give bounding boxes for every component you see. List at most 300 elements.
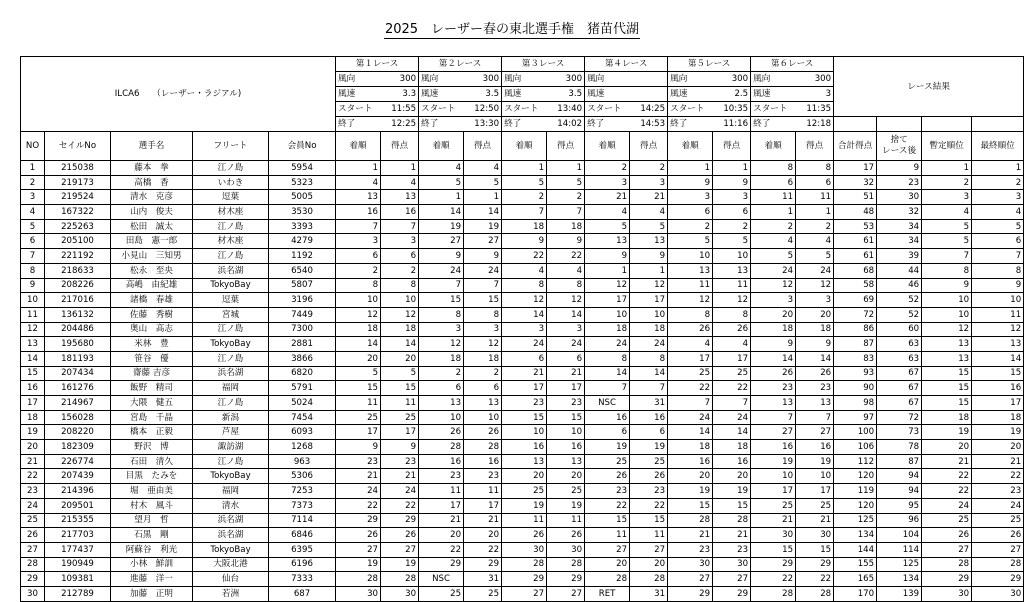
row-net: 67 (877, 381, 922, 396)
row-name: 奥山 高志 (111, 322, 193, 337)
row-finish: 14 (336, 337, 381, 352)
row-no: 5 (21, 219, 45, 234)
row-no: 2 (21, 175, 45, 190)
condition-label: スタート (336, 102, 381, 117)
row-points: 14 (547, 307, 585, 322)
row-total: 86 (834, 322, 877, 337)
condition-value: 11:16 (713, 117, 751, 132)
row-provisional: 4 (922, 205, 972, 220)
row-finish: 8 (336, 278, 381, 293)
row-sail-no: 190949 (45, 557, 111, 572)
row-points: 10 (547, 425, 585, 440)
row-member-no: 6093 (269, 425, 336, 440)
condition-label: スタート (751, 102, 796, 117)
row-provisional: 10 (922, 293, 972, 308)
row-sail-no: 182309 (45, 440, 111, 455)
row-points: 25 (630, 454, 668, 469)
row-member-no: 7333 (269, 572, 336, 587)
row-points: 12 (464, 337, 502, 352)
row-finish: 26 (419, 425, 464, 440)
row-name: 野沢 博 (111, 440, 193, 455)
row-no: 27 (21, 542, 45, 557)
row-finish: 30 (336, 586, 381, 601)
row-finish: 3 (585, 175, 630, 190)
results-table-body (21, 57, 1024, 602)
row-points: 27 (547, 586, 585, 601)
row-points: 13 (796, 396, 834, 411)
row-points: 2 (796, 219, 834, 234)
row-points: 24 (381, 484, 419, 499)
row-provisional: 20 (922, 440, 972, 455)
table-row (21, 440, 1024, 455)
row-finish: 7 (336, 219, 381, 234)
row-finish: 13 (668, 263, 713, 278)
row-sail-no: 221192 (45, 249, 111, 264)
row-points: 13 (547, 454, 585, 469)
row-net: 52 (877, 293, 922, 308)
row-member-no: 7449 (269, 307, 336, 322)
row-finish: 19 (668, 484, 713, 499)
row-finish: 16 (502, 440, 547, 455)
row-points: 10 (713, 249, 751, 264)
row-sail-no: 218633 (45, 263, 111, 278)
row-no: 7 (21, 249, 45, 264)
race-name: 第６レース (751, 57, 834, 72)
row-finish: 25 (585, 454, 630, 469)
row-total: 83 (834, 351, 877, 366)
condition-value: 13:40 (547, 102, 585, 117)
row-finish: 1 (751, 205, 796, 220)
row-finish: 28 (419, 440, 464, 455)
row-no: 17 (21, 396, 45, 411)
row-fleet: いわき (193, 175, 269, 190)
row-finish: 20 (668, 469, 713, 484)
condition-value: 300 (547, 72, 585, 87)
row-points: 12 (713, 293, 751, 308)
row-member-no: 5024 (269, 396, 336, 411)
condition-value: 3.3 (381, 87, 419, 102)
row-finish: 7 (751, 410, 796, 425)
table-row (21, 175, 1024, 190)
row-points: 11 (796, 190, 834, 205)
row-final: 28 (972, 557, 1024, 572)
row-finish: 17 (336, 425, 381, 440)
condition-label: スタート (668, 102, 713, 117)
row-finish: 23 (751, 381, 796, 396)
table-row (21, 396, 1024, 411)
row-finish: 22 (585, 498, 630, 513)
row-total: 32 (834, 175, 877, 190)
row-sail-no: 195680 (45, 337, 111, 352)
row-no: 11 (21, 307, 45, 322)
row-points: 12 (796, 278, 834, 293)
row-finish: 14 (585, 366, 630, 381)
row-total: 53 (834, 219, 877, 234)
row-finish: 18 (668, 440, 713, 455)
row-total: 98 (834, 396, 877, 411)
row-fleet: 宮城 (193, 307, 269, 322)
row-points: 19 (464, 219, 502, 234)
row-finish: 2 (668, 219, 713, 234)
row-total: 155 (834, 557, 877, 572)
row-final: 16 (972, 381, 1024, 396)
row-sail-no: 219173 (45, 175, 111, 190)
row-points: 15 (630, 513, 668, 528)
row-net: 96 (877, 513, 922, 528)
row-finish: 15 (419, 293, 464, 308)
row-points: 27 (713, 572, 751, 587)
row-sail-no: 205100 (45, 234, 111, 249)
row-points: 15 (796, 542, 834, 557)
row-finish: 9 (585, 249, 630, 264)
row-points: 13 (630, 234, 668, 249)
row-finish: 19 (751, 454, 796, 469)
row-no: 10 (21, 293, 45, 308)
row-points: 24 (464, 263, 502, 278)
column-header-row (21, 132, 1024, 161)
row-finish: 25 (419, 586, 464, 601)
row-finish: 15 (502, 410, 547, 425)
row-points: 1 (713, 161, 751, 176)
row-no: 28 (21, 557, 45, 572)
row-points: 8 (464, 307, 502, 322)
row-points: 9 (630, 249, 668, 264)
row-total: 165 (834, 572, 877, 587)
row-finish: 14 (668, 425, 713, 440)
table-row (21, 557, 1024, 572)
row-finish: 25 (751, 498, 796, 513)
row-provisional: 28 (922, 557, 972, 572)
row-member-no: 7114 (269, 513, 336, 528)
row-total: 120 (834, 469, 877, 484)
row-sail-no: 217016 (45, 293, 111, 308)
col-finish: 着順 (336, 132, 381, 161)
row-sail-no: 181193 (45, 351, 111, 366)
row-finish: 26 (668, 322, 713, 337)
row-points: 16 (464, 454, 502, 469)
row-name: 小林 鮮訓 (111, 557, 193, 572)
row-points: 20 (630, 557, 668, 572)
row-sail-no: 161276 (45, 381, 111, 396)
table-row (21, 528, 1024, 543)
row-points: 16 (547, 440, 585, 455)
row-finish: 1 (502, 161, 547, 176)
condition-label: 風速 (668, 87, 713, 102)
row-name: 宮島 千晶 (111, 410, 193, 425)
row-final: 9 (972, 278, 1024, 293)
row-finish: 20 (419, 528, 464, 543)
row-finish: 4 (336, 175, 381, 190)
row-points: 21 (713, 528, 751, 543)
row-finish: 23 (585, 484, 630, 499)
row-points: 11 (713, 278, 751, 293)
row-total: 134 (834, 528, 877, 543)
row-finish: 20 (585, 557, 630, 572)
col-finish: 着順 (585, 132, 630, 161)
row-points: 21 (464, 513, 502, 528)
row-provisional: 1 (922, 161, 972, 176)
row-points: 20 (381, 351, 419, 366)
condition-value: 10:35 (713, 102, 751, 117)
row-finish: 16 (336, 205, 381, 220)
row-points: 15 (464, 293, 502, 308)
row-sail-no: 214967 (45, 396, 111, 411)
table-row (21, 484, 1024, 499)
row-fleet: TokyoBay (193, 469, 269, 484)
row-points: 2 (381, 263, 419, 278)
row-member-no: 5807 (269, 278, 336, 293)
row-net: 125 (877, 557, 922, 572)
row-finish: 5 (751, 249, 796, 264)
row-points: 27 (381, 542, 419, 557)
row-points: 26 (630, 469, 668, 484)
condition-value: 300 (381, 72, 419, 87)
row-points: 7 (796, 410, 834, 425)
row-sail-no: 136132 (45, 307, 111, 322)
row-member-no: 6395 (269, 542, 336, 557)
row-finish: 17 (668, 351, 713, 366)
row-points: 4 (464, 161, 502, 176)
row-finish: 28 (751, 586, 796, 601)
table-row (21, 322, 1024, 337)
row-points: 7 (713, 396, 751, 411)
row-sail-no: 215355 (45, 513, 111, 528)
row-name: 堀 亜由美 (111, 484, 193, 499)
row-finish: 12 (585, 278, 630, 293)
row-points: 31 (464, 572, 502, 587)
row-points: 1 (547, 161, 585, 176)
row-finish: 10 (751, 469, 796, 484)
row-points: 8 (796, 161, 834, 176)
row-points: 2 (713, 219, 751, 234)
row-finish: 22 (336, 498, 381, 513)
row-net: 60 (877, 322, 922, 337)
row-finish: 13 (336, 190, 381, 205)
table-row (21, 249, 1024, 264)
row-points: 6 (381, 249, 419, 264)
row-points: 2 (464, 366, 502, 381)
row-provisional: 22 (922, 484, 972, 499)
row-finish: 9 (751, 337, 796, 352)
condition-value: 11:55 (381, 102, 419, 117)
row-fleet: 福岡 (193, 381, 269, 396)
row-points: 21 (630, 190, 668, 205)
row-points: 23 (547, 396, 585, 411)
row-points: 1 (796, 205, 834, 220)
row-fleet: 仙台 (193, 572, 269, 587)
race-name: 第１レース (336, 57, 419, 72)
condition-value: 14:53 (630, 117, 668, 132)
table-row (21, 586, 1024, 601)
row-fleet: 芦屋 (193, 425, 269, 440)
row-provisional: 26 (922, 528, 972, 543)
row-points: 29 (547, 572, 585, 587)
row-finish: 10 (419, 410, 464, 425)
condition-label: 風速 (502, 87, 547, 102)
row-points: 5 (713, 234, 751, 249)
row-points: 10 (464, 410, 502, 425)
row-finish: 29 (502, 572, 547, 587)
row-no: 15 (21, 366, 45, 381)
row-name: 齋藤 吉彦 (111, 366, 193, 381)
row-fleet: 江ノ島 (193, 454, 269, 469)
row-name: 諸橋 春雄 (111, 293, 193, 308)
row-sail-no: 212789 (45, 586, 111, 601)
row-member-no: 3196 (269, 293, 336, 308)
row-points: 15 (713, 498, 751, 513)
row-finish: 22 (668, 381, 713, 396)
row-points: 25 (464, 586, 502, 601)
row-net: 63 (877, 351, 922, 366)
condition-label: 風向 (336, 72, 381, 87)
col-points: 得点 (381, 132, 419, 161)
row-net: 94 (877, 484, 922, 499)
row-finish: 24 (668, 410, 713, 425)
row-points: 8 (381, 278, 419, 293)
row-member-no: 7253 (269, 484, 336, 499)
row-fleet: 浜名湖 (193, 528, 269, 543)
row-finish: 6 (751, 175, 796, 190)
row-points: 25 (713, 366, 751, 381)
row-final: 30 (972, 586, 1024, 601)
row-net: 9 (877, 161, 922, 176)
row-fleet: 江ノ島 (193, 161, 269, 176)
row-member-no: 4279 (269, 234, 336, 249)
row-fleet: 浜名湖 (193, 366, 269, 381)
row-provisional: 9 (922, 278, 972, 293)
row-final: 10 (972, 293, 1024, 308)
row-points: 28 (630, 572, 668, 587)
row-total: 72 (834, 307, 877, 322)
row-no: 24 (21, 498, 45, 513)
row-finish: 5 (336, 366, 381, 381)
table-row (21, 351, 1024, 366)
row-name: 加藤 正明 (111, 586, 193, 601)
row-finish: 29 (336, 513, 381, 528)
row-finish: 8 (419, 307, 464, 322)
row-points: 23 (464, 469, 502, 484)
row-finish: 30 (668, 557, 713, 572)
row-finish: 4 (502, 263, 547, 278)
row-finish: 29 (419, 557, 464, 572)
row-finish: NSC (585, 396, 630, 411)
row-member-no: 6196 (269, 557, 336, 572)
row-points: 8 (713, 307, 751, 322)
row-finish: 5 (419, 175, 464, 190)
row-points: 19 (796, 454, 834, 469)
row-finish: 21 (585, 190, 630, 205)
row-points: 29 (796, 557, 834, 572)
row-points: 25 (381, 410, 419, 425)
row-points: 30 (381, 586, 419, 601)
row-final: 25 (972, 513, 1024, 528)
results-table (20, 56, 1024, 602)
row-finish: 7 (668, 396, 713, 411)
row-total: 97 (834, 410, 877, 425)
row-finish: 13 (751, 396, 796, 411)
row-sail-no: 207439 (45, 469, 111, 484)
row-provisional: 3 (922, 190, 972, 205)
row-name: 高橋 香 (111, 175, 193, 190)
col-fleet: フリート (193, 132, 269, 161)
row-finish: 19 (336, 557, 381, 572)
row-member-no: 5954 (269, 161, 336, 176)
row-total: 125 (834, 513, 877, 528)
row-net: 63 (877, 337, 922, 352)
row-finish: 8 (751, 161, 796, 176)
row-finish: 12 (419, 337, 464, 352)
row-finish: 11 (751, 190, 796, 205)
row-net: 30 (877, 190, 922, 205)
row-points: 14 (464, 205, 502, 220)
row-fleet: 清水 (193, 498, 269, 513)
row-total: 90 (834, 381, 877, 396)
condition-value (630, 87, 668, 102)
row-finish: 27 (585, 542, 630, 557)
row-no: 6 (21, 234, 45, 249)
row-final: 3 (972, 190, 1024, 205)
row-points: 19 (630, 440, 668, 455)
row-points: 29 (381, 513, 419, 528)
row-finish: 26 (336, 528, 381, 543)
row-total: 144 (834, 542, 877, 557)
table-row (21, 542, 1024, 557)
row-finish: 15 (751, 542, 796, 557)
row-finish: 16 (751, 440, 796, 455)
row-points: 6 (464, 381, 502, 396)
row-net: 94 (877, 469, 922, 484)
row-net: 46 (877, 278, 922, 293)
row-member-no: 3393 (269, 219, 336, 234)
class-label: ILCA6 （レーザー・ラジアル) (21, 57, 336, 132)
condition-label: 風向 (668, 72, 713, 87)
condition-label: 終了 (585, 117, 630, 132)
row-points: 16 (713, 454, 751, 469)
row-finish: 9 (502, 234, 547, 249)
row-points: 18 (713, 440, 751, 455)
row-points: 17 (630, 293, 668, 308)
row-name: 目黒 たみを (111, 469, 193, 484)
row-final: 15 (972, 366, 1024, 381)
row-points: 18 (630, 322, 668, 337)
row-final: 24 (972, 498, 1024, 513)
col-finish: 着順 (751, 132, 796, 161)
row-finish: 25 (502, 484, 547, 499)
row-total: 69 (834, 293, 877, 308)
row-points: 31 (630, 396, 668, 411)
row-finish: 19 (502, 498, 547, 513)
row-points: 21 (381, 469, 419, 484)
table-row (21, 425, 1024, 440)
row-points: 3 (547, 322, 585, 337)
row-provisional: 8 (922, 263, 972, 278)
row-points: 30 (713, 557, 751, 572)
col-points: 得点 (796, 132, 834, 161)
row-no: 29 (21, 572, 45, 587)
row-member-no: 6820 (269, 366, 336, 381)
page-title: 2025 レーザー春の東北選手権 猪苗代湖 (384, 22, 640, 37)
row-points: 25 (547, 484, 585, 499)
table-row (21, 190, 1024, 205)
row-total: 61 (834, 249, 877, 264)
row-final: 8 (972, 263, 1024, 278)
condition-value: 14:02 (547, 117, 585, 132)
row-net: 23 (877, 175, 922, 190)
row-finish: 4 (419, 161, 464, 176)
row-points: 17 (381, 425, 419, 440)
row-finish: 24 (751, 263, 796, 278)
condition-value: 11:35 (796, 102, 834, 117)
